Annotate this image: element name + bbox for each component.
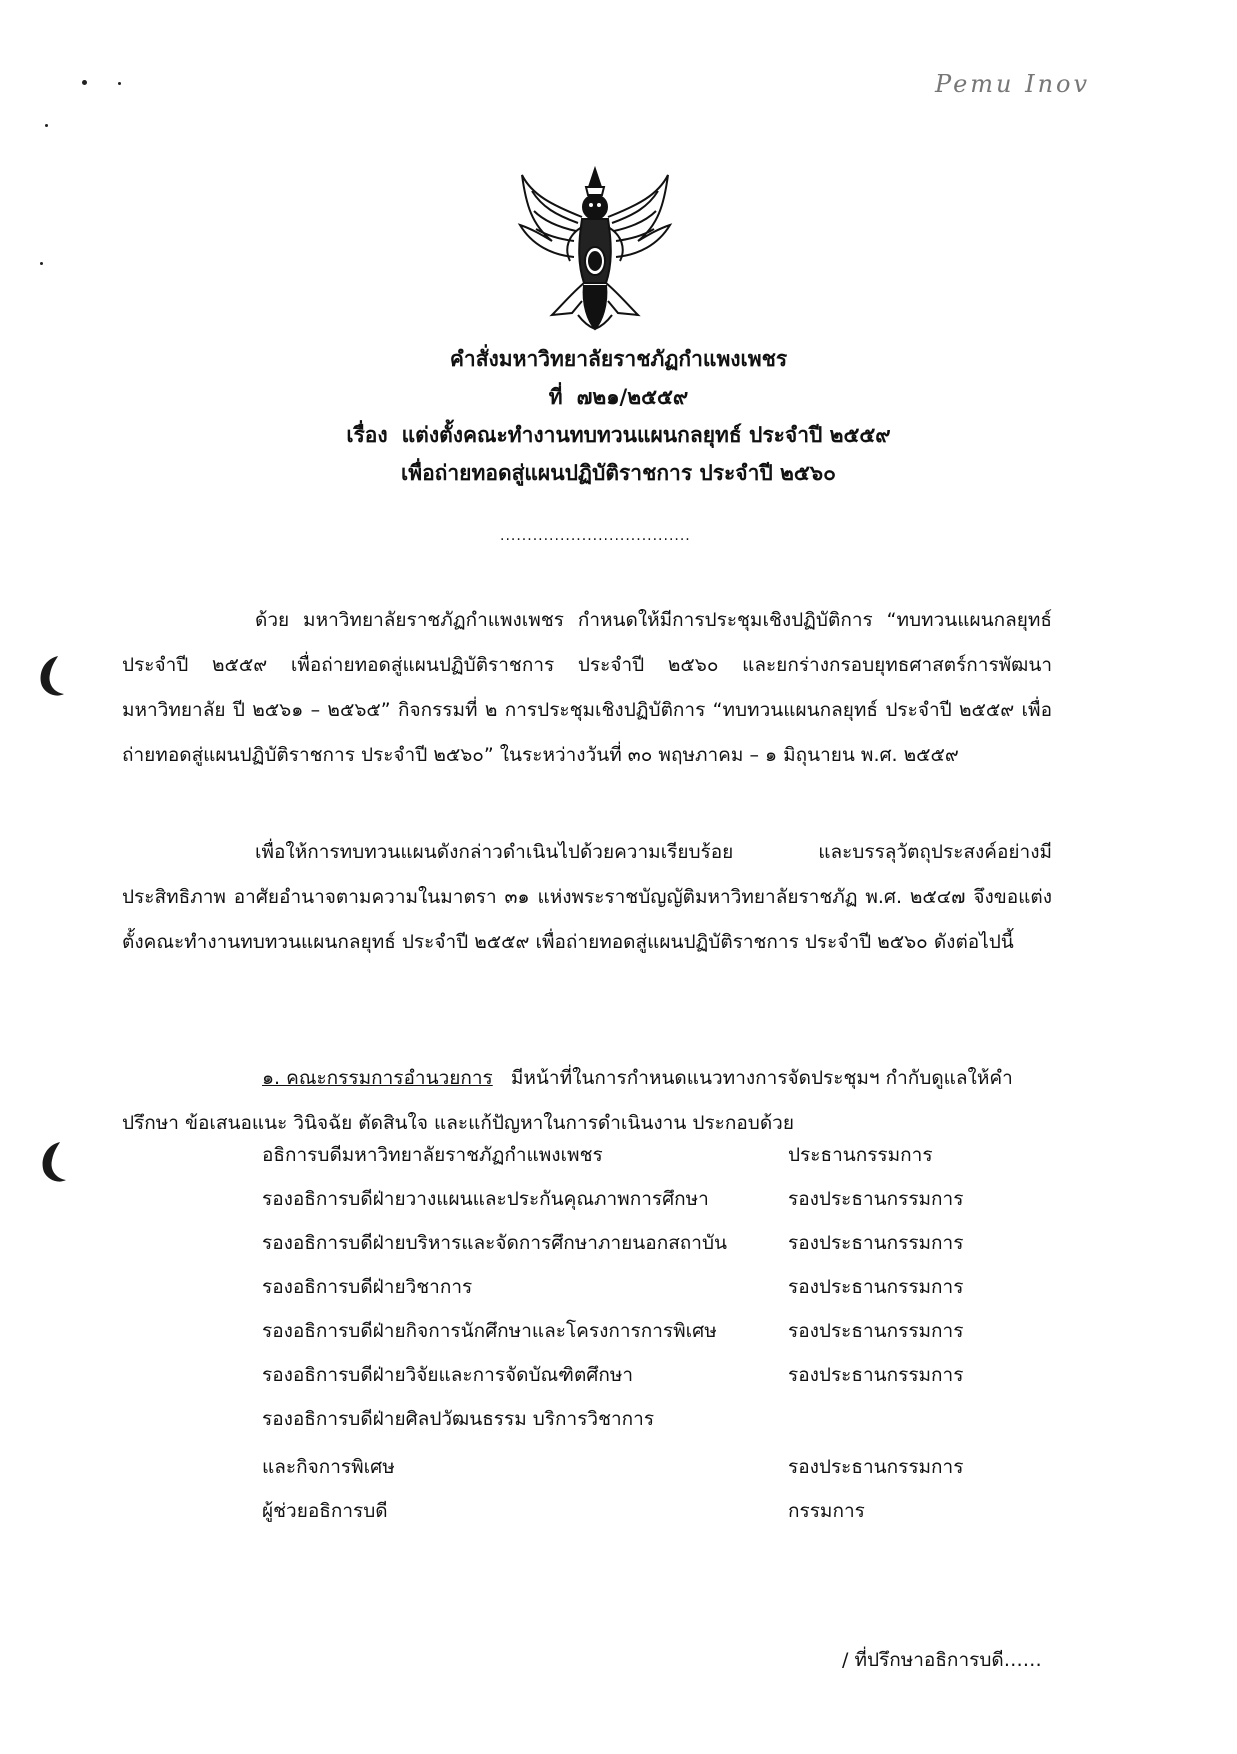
member-role: ประธานกรรมการ [788, 1144, 933, 1166]
member-row [0, 1496, 1237, 1540]
member-row [0, 1228, 1237, 1272]
member-row [0, 1272, 1237, 1316]
member-role: รองประธานกรรมการ [788, 1276, 964, 1298]
member-role: รองประธานกรรมการ [788, 1188, 964, 1210]
member-position: รองอธิการบดีฝ่ายวิจัยและการจัดบัณฑิตศึกษา [262, 1364, 634, 1386]
member-role: รองประธานกรรมการ [788, 1364, 964, 1386]
scan-speck [118, 82, 121, 85]
member-position: รองอธิการบดีฝ่ายศิลปวัฒนธรรม บริการวิชาการ [262, 1408, 655, 1430]
scan-speck [40, 262, 43, 265]
section-1-heading [122, 1056, 1052, 1146]
punch-hole-mark-top [36, 654, 66, 698]
garuda-emblem [512, 165, 678, 333]
member-row [0, 1140, 1237, 1184]
scan-speck [45, 124, 48, 127]
order-subject: แต่งตั้งคณะทำงานทบทวนแผนกลยุทธ์ ประจำปี ๒๕๕๙ [401, 423, 891, 447]
member-role: กรรมการ [788, 1500, 865, 1522]
page-continuation: / ที่ปรึกษาอธิการบดี…… [842, 1649, 1042, 1671]
order-number-prefix: ที่ [548, 385, 563, 409]
member-position: รองอธิการบดีฝ่ายกิจการนักศึกษาและโครงการการพิเศษ [262, 1320, 717, 1342]
member-role: รองประธานกรรมการ [788, 1232, 964, 1254]
order-title: คำสั่งมหาวิทยาลัยราชภัฏกำแพงเพชร [449, 347, 788, 371]
order-subject-line [0, 416, 1237, 454]
handwritten-note: Pemu Inov [935, 70, 1091, 98]
member-position: รองอธิการบดีฝ่ายวางแผนและประกันคุณภาพการศึกษา [262, 1188, 709, 1210]
order-subject-continuation: เพื่อถ่ายทอดสู่แผนปฏิบัติราชการ ประจำปี ๒๕๖๐ [401, 461, 836, 485]
section-1-title: ๑. คณะกรรมการอำนวยการ [262, 1067, 493, 1089]
member-role: รองประธานกรรมการ [788, 1320, 964, 1342]
order-subject-prefix: เรื่อง [346, 423, 388, 447]
member-position: และกิจการพิเศษ [262, 1456, 395, 1478]
member-role: รองประธานกรรมการ [788, 1456, 964, 1478]
member-row [0, 1404, 1237, 1448]
member-position: ผู้ช่วยอธิการบดี [262, 1500, 388, 1522]
member-row [0, 1316, 1237, 1360]
section-1-description: มีหน้าที่ในการกำหนดแนวทางการจัดประชุมฯ กำกับดูแลให้คำปรึกษา ข้อเสนอแนะ วินิจฉัย ตัดสินใจ และแก้ปัญหาในการดำเนินงาน ประกอบด้วย [122, 1067, 1013, 1134]
member-row [0, 1360, 1237, 1404]
scan-speck [82, 80, 87, 85]
member-row [0, 1452, 1237, 1496]
order-header [0, 340, 1237, 492]
body-paragraph-1: ด้วย มหาวิทยาลัยราชภัฏกำแพงเพชร กำหนดให้มีการประชุมเชิงปฏิบัติการ “ทบทวนแผนกลยุทธ์ ประจำปี ๒๕๕๙ เพื่อถ่ายทอดสู่แผนปฏิบัติราชการ ประจำปี ๒๕๖๐ และยกร่างกรอบยุทธศาสตร์การพัฒนามหาวิทยาลัย ปี ๒๕๖๑ – ๒๕๖๕” กิจกรรมที่ ๒ การประชุมเชิงปฏิบัติการ “ทบทวนแผนกลยุทธ์ ประจำปี ๒๕๕๙ เพื่อถ่ายทอดสู่แผนปฏิบัติราชการ ประจำปี ๒๕๖๐” ในระหว่างวันที่ ๓๐ พฤษภาคม – ๑ มิถุนายน พ.ศ. ๒๕๕๙ [122, 609, 1052, 766]
member-row [0, 1184, 1237, 1228]
order-number: ๗๒๑/๒๕๕๙ [576, 385, 689, 409]
member-position: รองอธิการบดีฝ่ายวิชาการ [262, 1276, 473, 1298]
header-divider: ................................... [500, 528, 691, 544]
member-position: รองอธิการบดีฝ่ายบริหารและจัดการศึกษาภายนอกสถาบัน [262, 1232, 728, 1254]
body-paragraph-2: เพื่อให้การทบทวนแผนดังกล่าวดำเนินไปด้วยความเรียบร้อย และบรรลุวัตถุประสงค์อย่างมีประสิทธิภาพ อาศัยอำนาจตามความในมาตรา ๓๑ แห่งพระราชบัญญัติมหาวิทยาลัยราชภัฏ พ.ศ. ๒๕๔๗ จึงขอแต่งตั้งคณะทำงานทบทวนแผนกลยุทธ์ ประจำปี ๒๕๕๙ เพื่อถ่ายทอดสู่แผนปฏิบัติราชการ ประจำปี ๒๕๖๐ ดังต่อไปนี้ [122, 841, 1052, 953]
member-position: อธิการบดีมหาวิทยาลัยราชภัฏกำแพงเพชร [262, 1144, 603, 1166]
order-number-line [0, 378, 1237, 416]
